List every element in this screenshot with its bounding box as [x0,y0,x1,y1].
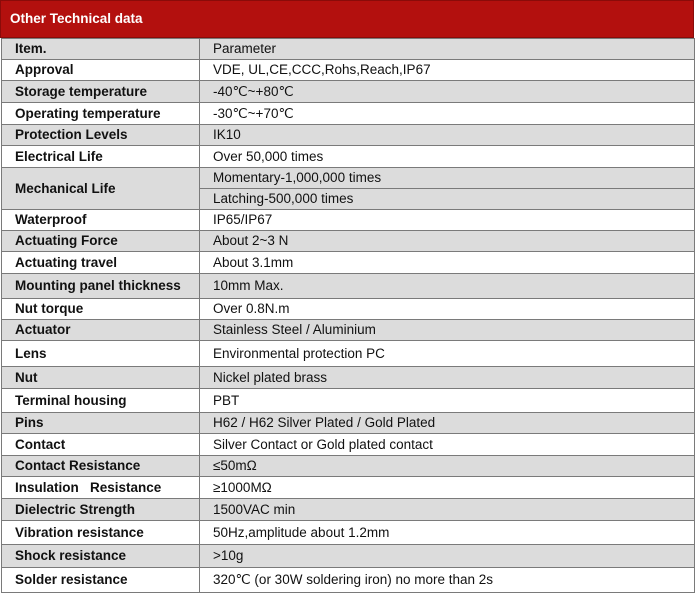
row-value: Latching-500,000 times [200,189,695,210]
table-row [2,125,695,146]
row-value: ≤50mΩ [200,456,695,477]
table-row [2,521,695,545]
table-row [2,168,695,189]
table-row [2,545,695,568]
table-row [2,299,695,320]
table-row [2,389,695,413]
row-value: About 2~3 N [200,231,695,252]
row-label: Mechanical Life [2,168,200,210]
row-label: Actuator [2,320,200,341]
row-label: Waterproof [2,210,200,231]
table-title: Other Technical data [0,0,694,38]
spec-table [1,38,695,593]
row-label: Mounting panel thickness [2,274,200,299]
row-label: Nut [2,367,200,389]
table-row [2,456,695,477]
row-value: ≥1000MΩ [200,477,695,499]
row-label: Contact [2,434,200,456]
row-value: PBT [200,389,695,413]
row-value: Over 0.8N.m [200,299,695,320]
row-value: Stainless Steel / Aluminium [200,320,695,341]
row-label: Nut torque [2,299,200,320]
row-value: IP65/IP67 [200,210,695,231]
row-label: Lens [2,341,200,367]
row-label: Dielectric Strength [2,499,200,521]
table-row [2,231,695,252]
row-label: Storage temperature [2,81,200,103]
row-value: 50Hz,amplitude about 1.2mm [200,521,695,545]
table-row [2,477,695,499]
row-value: Silver Contact or Gold plated contact [200,434,695,456]
table-row [2,568,695,593]
row-value: About 3.1mm [200,252,695,274]
table-row [2,499,695,521]
table-row [2,81,695,103]
row-label: Shock resistance [2,545,200,568]
row-value: Over 50,000 times [200,146,695,168]
row-label: Terminal housing [2,389,200,413]
row-value: IK10 [200,125,695,146]
row-label: Pins [2,413,200,434]
table-row [2,146,695,168]
table-row [2,367,695,389]
row-label: Insulation Resistance [2,477,200,499]
column-header-item: Item. [2,39,200,60]
row-label: Actuating travel [2,252,200,274]
table-row [2,320,695,341]
row-value: Environmental protection PC [200,341,695,367]
table-row [2,274,695,299]
table-row [2,252,695,274]
column-header-parameter: Parameter [200,39,695,60]
table-row [2,103,695,125]
row-value: H62 / H62 Silver Plated / Gold Plated [200,413,695,434]
row-label: Approval [2,60,200,81]
row-label: Actuating Force [2,231,200,252]
row-label: Vibration resistance [2,521,200,545]
row-value: Momentary-1,000,000 times [200,168,695,189]
row-value: -30℃~+70℃ [200,103,695,125]
table-header-row [2,39,695,60]
row-value: Nickel plated brass [200,367,695,389]
row-label: Contact Resistance [2,456,200,477]
row-label: Protection Levels [2,125,200,146]
row-value: 1500VAC min [200,499,695,521]
row-value: -40℃~+80℃ [200,81,695,103]
row-label: Operating temperature [2,103,200,125]
row-label: Electrical Life [2,146,200,168]
row-value: VDE, UL,CE,CCC,Rohs,Reach,IP67 [200,60,695,81]
table-row [2,434,695,456]
table-row [2,413,695,434]
table-row [2,341,695,367]
row-value: 320℃ (or 30W soldering iron) no more than 2s [200,568,695,593]
table-row [2,60,695,81]
row-value: 10mm Max. [200,274,695,299]
table-row [2,210,695,231]
row-label: Solder resistance [2,568,200,593]
row-value: >10g [200,545,695,568]
